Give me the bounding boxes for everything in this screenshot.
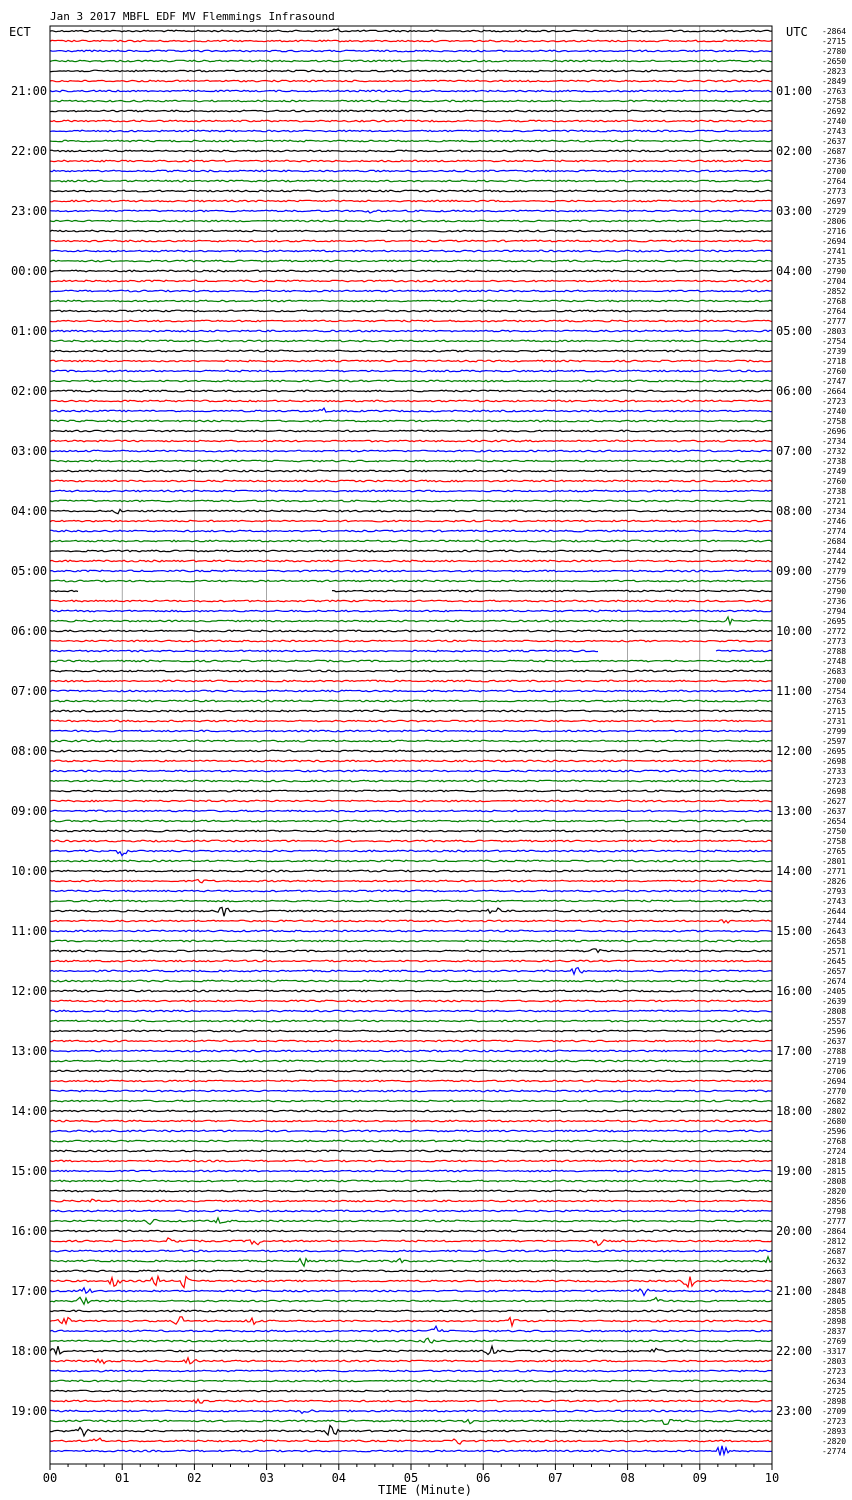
x-tick-label: 02	[187, 1471, 202, 1485]
row-value-label: -2695	[822, 747, 847, 756]
row-value-label: -2790	[822, 267, 847, 276]
left-hour-label: 02:00	[11, 384, 48, 398]
row-value-label: -2735	[822, 257, 847, 266]
right-hour-label: 04:00	[776, 264, 813, 278]
row-value-label: -2721	[822, 497, 847, 506]
row-value-label: -2848	[822, 1287, 847, 1296]
row-value-label: -2683	[822, 667, 847, 676]
row-value-label: -2748	[822, 657, 847, 666]
row-value-label: -2645	[822, 957, 847, 966]
x-axis-ticks	[43, 1464, 779, 1485]
row-value-label: -2704	[822, 277, 847, 286]
trace-row	[50, 750, 772, 752]
row-value-label: -2723	[822, 1417, 847, 1426]
row-value-label: -2818	[822, 1157, 847, 1166]
left-hour-label: 08:00	[11, 744, 48, 758]
left-hour-label: 13:00	[11, 1044, 48, 1058]
right-hour-label: 15:00	[776, 924, 813, 938]
trace-row	[50, 470, 772, 472]
row-value-label: -2697	[822, 197, 847, 206]
row-value-label: -2695	[822, 617, 847, 626]
chart-title: Jan 3 2017 MBFL EDF MV Flemmings Infrasound	[50, 10, 335, 23]
row-value-label: -2674	[822, 977, 847, 986]
trace-row	[50, 560, 772, 562]
x-tick-label: 03	[259, 1471, 274, 1485]
row-value-label: -2639	[822, 997, 847, 1006]
row-value-label: -2754	[822, 337, 847, 346]
left-hour-label: 01:00	[11, 324, 48, 338]
row-value-label: -2852	[822, 287, 847, 296]
trace-row	[50, 1380, 772, 1382]
row-value-label: -2803	[822, 327, 847, 336]
trace-row	[50, 710, 772, 712]
trace-row	[50, 1170, 772, 1172]
right-hour-label: 14:00	[776, 864, 813, 878]
right-hour-label: 19:00	[776, 1164, 813, 1178]
x-tick-label: 08	[620, 1471, 635, 1485]
row-value-label: -2719	[822, 1057, 847, 1066]
x-tick-label: 00	[42, 1471, 58, 1485]
row-value-label: -2763	[822, 87, 847, 96]
row-value-label: -2763	[822, 697, 847, 706]
row-value-label: -2698	[822, 787, 847, 796]
row-value-label: -2687	[822, 147, 847, 156]
row-value-label: -2812	[822, 1237, 847, 1246]
row-value-label: -2734	[822, 507, 847, 516]
trace-row	[50, 320, 772, 322]
left-hour-label: 07:00	[11, 684, 48, 698]
row-value-label: -2654	[822, 817, 847, 826]
right-hour-label: 08:00	[776, 504, 813, 518]
trace-row	[50, 980, 772, 982]
row-value-label: -2731	[822, 717, 847, 726]
row-value-label: -2634	[822, 1377, 847, 1386]
row-value-label: -2700	[822, 167, 847, 176]
left-timezone-label: ECT	[9, 25, 31, 39]
left-hour-labels	[11, 84, 47, 1418]
row-value-label: -2715	[822, 37, 847, 46]
left-hour-label: 19:00	[11, 1404, 48, 1418]
row-value-label: -2596	[822, 1027, 847, 1036]
row-value-label: -2790	[822, 587, 847, 596]
row-value-label: -2760	[822, 367, 847, 376]
row-value-label: -2644	[822, 907, 847, 916]
row-value-label: -2777	[822, 1217, 847, 1226]
row-value-label: -2768	[822, 297, 847, 306]
row-value-label: -2696	[822, 427, 847, 436]
row-value-label: -2700	[822, 677, 847, 686]
row-value-label: -2799	[822, 727, 847, 736]
row-value-label: -2706	[822, 1067, 847, 1076]
row-value-label: -2801	[822, 857, 847, 866]
row-value-label: -2760	[822, 477, 847, 486]
row-value-label: -2856	[822, 1197, 847, 1206]
row-value-label: -2808	[822, 1177, 847, 1186]
right-hour-label: 02:00	[776, 144, 813, 158]
row-value-label: -2764	[822, 307, 847, 316]
row-value-label: -2557	[822, 1017, 847, 1026]
right-hour-label: 12:00	[776, 744, 813, 758]
row-value-label: -2684	[822, 537, 847, 546]
row-value-label: -2793	[822, 887, 847, 896]
left-hour-label: 14:00	[11, 1104, 48, 1118]
row-value-label: -2742	[822, 557, 847, 566]
right-hour-label: 03:00	[776, 204, 813, 218]
row-value-label: -2694	[822, 237, 847, 246]
right-hour-label: 06:00	[776, 384, 813, 398]
trace-row	[50, 550, 772, 552]
trace-row	[50, 1020, 772, 1022]
x-tick-label: 06	[475, 1471, 491, 1485]
row-value-label: -2740	[822, 117, 847, 126]
row-value-label: -2826	[822, 877, 847, 886]
row-value-label: -2749	[822, 467, 847, 476]
row-value-label: -2729	[822, 207, 847, 216]
row-value-label: -2736	[822, 597, 847, 606]
row-value-label: -2747	[822, 377, 847, 386]
row-value-label: -2754	[822, 687, 847, 696]
row-value-label: -2738	[822, 457, 847, 466]
row-value-label: -2733	[822, 767, 847, 776]
left-hour-label: 06:00	[11, 624, 48, 638]
row-value-label: -2750	[822, 827, 847, 836]
left-hour-label: 21:00	[11, 84, 48, 98]
row-value-label: -2768	[822, 1137, 847, 1146]
row-value-label: -2773	[822, 187, 847, 196]
left-hour-label: 17:00	[11, 1284, 48, 1298]
row-value-label: -2571	[822, 947, 847, 956]
row-value-label: -2771	[822, 867, 847, 876]
trace-row	[50, 500, 772, 502]
row-value-label: -2723	[822, 1367, 847, 1376]
left-hour-label: 12:00	[11, 984, 48, 998]
row-value-label: -2820	[822, 1437, 847, 1446]
x-axis-label: TIME (Minute)	[378, 1483, 472, 1497]
row-value-label: -2802	[822, 1107, 847, 1116]
row-value-label: -2898	[822, 1317, 847, 1326]
row-value-label: -2736	[822, 157, 847, 166]
row-value-label: -2815	[822, 1167, 847, 1176]
x-tick-label: 09	[692, 1471, 708, 1485]
trace-row	[50, 630, 772, 632]
row-value-label: -2772	[822, 627, 847, 636]
row-value-label: -2849	[822, 77, 847, 86]
left-hour-label: 03:00	[11, 444, 48, 458]
trace-row	[50, 670, 772, 672]
row-value-label: -2694	[822, 1077, 847, 1086]
row-value-label: -2657	[822, 967, 847, 976]
row-value-label: -2743	[822, 127, 847, 136]
left-hour-label: 11:00	[11, 924, 48, 938]
right-hour-label: 10:00	[776, 624, 813, 638]
x-tick-label: 01	[114, 1471, 130, 1485]
right-hour-label: 01:00	[776, 84, 813, 98]
row-value-label: -2764	[822, 177, 847, 186]
right-hour-label: 09:00	[776, 564, 813, 578]
row-value-label: -2780	[822, 47, 847, 56]
row-value-label: -2779	[822, 567, 847, 576]
row-value-label: -2773	[822, 637, 847, 646]
trace-row	[50, 660, 772, 662]
row-value-label: -2632	[822, 1257, 847, 1266]
row-value-label: -2805	[822, 1297, 847, 1306]
row-value-label: -2740	[822, 407, 847, 416]
left-hour-label: 23:00	[11, 204, 48, 218]
left-hour-label: 18:00	[11, 1344, 48, 1358]
minute-gridlines	[122, 26, 700, 1464]
row-value-label: -2682	[822, 1097, 847, 1106]
row-value-label: -2798	[822, 1207, 847, 1216]
row-value-label: -2692	[822, 107, 847, 116]
trace-row	[50, 1090, 772, 1092]
row-value-label: -2820	[822, 1187, 847, 1196]
row-value-label: -2746	[822, 517, 847, 526]
row-value-label: -2718	[822, 357, 847, 366]
row-value-label: -2724	[822, 1147, 847, 1156]
right-hour-label: 05:00	[776, 324, 813, 338]
row-value-label: -2837	[822, 1327, 847, 1336]
row-value-label: -2637	[822, 807, 847, 816]
row-value-label: -2597	[822, 737, 847, 746]
left-hour-label: 05:00	[11, 564, 48, 578]
left-hour-label: 15:00	[11, 1164, 48, 1178]
row-value-label: -2687	[822, 1247, 847, 1256]
trace-row	[50, 140, 772, 142]
right-hour-label: 23:00	[776, 1404, 813, 1418]
trace-row	[50, 1250, 772, 1252]
row-value-label: -2807	[822, 1277, 847, 1286]
x-tick-label: 05	[403, 1471, 419, 1485]
left-hour-label: 00:00	[11, 264, 48, 278]
row-value-labels	[822, 27, 846, 1456]
x-tick-label: 07	[548, 1471, 563, 1485]
row-value-label: -2788	[822, 647, 847, 656]
row-value-label: -2741	[822, 247, 847, 256]
left-hour-label: 16:00	[11, 1224, 48, 1238]
left-hour-label: 04:00	[11, 504, 48, 518]
right-hour-label: 07:00	[776, 444, 813, 458]
row-value-label: -2756	[822, 577, 847, 586]
right-hour-label: 11:00	[776, 684, 813, 698]
trace-row	[50, 770, 772, 772]
right-hour-label: 16:00	[776, 984, 813, 998]
right-hour-labels	[776, 84, 812, 1418]
row-value-label: -2864	[822, 1227, 847, 1236]
row-value-label: -2663	[822, 1267, 847, 1276]
right-hour-label: 18:00	[776, 1104, 813, 1118]
left-hour-label: 10:00	[11, 864, 48, 878]
trace-row	[50, 230, 772, 232]
right-hour-label: 21:00	[776, 1284, 813, 1298]
row-value-label: -2777	[822, 317, 847, 326]
trace-row	[50, 610, 772, 612]
row-value-label: -2643	[822, 927, 847, 936]
right-hour-label: 20:00	[776, 1224, 813, 1238]
trace-row	[50, 40, 772, 42]
left-hour-label: 09:00	[11, 804, 48, 818]
row-value-label: -2744	[822, 917, 847, 926]
row-value-label: -2739	[822, 347, 847, 356]
x-tick-label: 04	[331, 1471, 347, 1485]
row-value-label: -3317	[822, 1347, 847, 1356]
row-value-label: -2596	[822, 1127, 847, 1136]
row-value-label: -2744	[822, 547, 847, 556]
row-value-label: -2405	[822, 987, 847, 996]
row-value-label: -2758	[822, 97, 847, 106]
row-value-label: -2743	[822, 897, 847, 906]
trace-row	[50, 520, 772, 522]
row-value-label: -2858	[822, 1307, 847, 1316]
row-value-label: -2637	[822, 137, 847, 146]
row-value-label: -2758	[822, 837, 847, 846]
row-value-label: -2732	[822, 447, 847, 456]
row-value-label: -2664	[822, 387, 847, 396]
row-value-label: -2758	[822, 417, 847, 426]
right-hour-label: 17:00	[776, 1044, 813, 1058]
row-value-label: -2864	[822, 27, 847, 36]
row-value-label: -2898	[822, 1397, 847, 1406]
right-hour-label: 22:00	[776, 1344, 813, 1358]
row-value-label: -2723	[822, 397, 847, 406]
x-tick-label: 10	[764, 1471, 780, 1485]
row-value-label: -2808	[822, 1007, 847, 1016]
row-value-label: -2803	[822, 1357, 847, 1366]
row-value-label: -2716	[822, 227, 847, 236]
row-value-label: -2734	[822, 437, 847, 446]
row-value-label: -2650	[822, 57, 847, 66]
row-value-label: -2637	[822, 1037, 847, 1046]
trace-row	[50, 890, 772, 892]
row-value-label: -2893	[822, 1427, 847, 1436]
row-value-label: -2715	[822, 707, 847, 716]
row-value-label: -2770	[822, 1087, 847, 1096]
row-value-label: -2709	[822, 1407, 847, 1416]
row-value-label: -2823	[822, 67, 847, 76]
right-hour-label: 13:00	[776, 804, 813, 818]
row-value-label: -2738	[822, 487, 847, 496]
row-value-label: -2627	[822, 797, 847, 806]
row-value-label: -2765	[822, 847, 847, 856]
row-value-label: -2698	[822, 757, 847, 766]
row-value-label: -2794	[822, 607, 847, 616]
row-value-label: -2806	[822, 217, 847, 226]
row-value-label: -2788	[822, 1047, 847, 1056]
row-value-label: -2774	[822, 527, 847, 536]
row-value-label: -2769	[822, 1337, 847, 1346]
row-value-label: -2723	[822, 777, 847, 786]
row-value-label: -2725	[822, 1387, 847, 1396]
row-value-label: -2774	[822, 1447, 847, 1456]
row-value-label: -2680	[822, 1117, 847, 1126]
right-timezone-label: UTC	[786, 25, 808, 39]
left-hour-label: 22:00	[11, 144, 48, 158]
row-value-label: -2658	[822, 937, 847, 946]
